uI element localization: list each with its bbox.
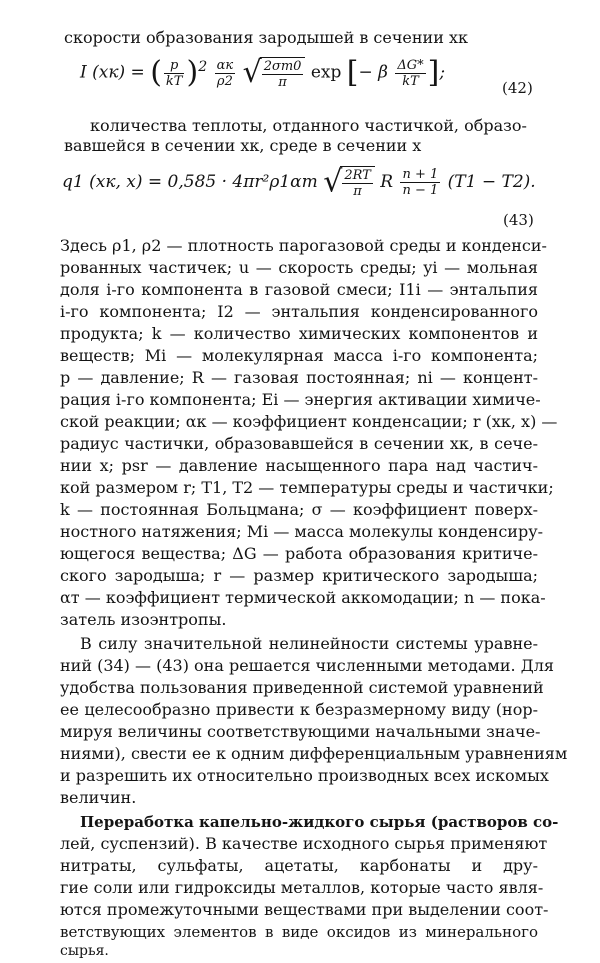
mid-line-1: количества теплоты, отданного частичкой, образо- <box>90 116 527 135</box>
paragraph-line: ний (34) — (43) она решается численными методами. Для <box>60 656 554 675</box>
paragraph-line: αт — коэффициент термической аккомодации; n — пока- <box>60 588 546 607</box>
paragraph-line: ющегося вещества; ΔG — работа образования критиче- <box>60 544 538 563</box>
paragraph-line: сырья. <box>60 943 109 959</box>
equation-43 <box>62 166 536 199</box>
eq43-tail: (T1 − T2). <box>447 172 536 192</box>
paragraph-line: радиус частички, образовавшейся в сечении xк, в сече- <box>60 434 538 453</box>
sqrt-symbol-icon: √ <box>242 55 262 91</box>
equation-42-number: (42) <box>502 79 533 97</box>
eq43-sqrt: $\frac{2RT}{\pi}$ <box>340 166 375 199</box>
eq42-beta: − β <box>358 62 388 83</box>
sqrt-symbol-icon: √ <box>323 164 343 200</box>
eq42-sqrt: $\frac{2\sigma m0}{\pi}$ <box>260 57 306 90</box>
paragraph-line: нитраты, сульфаты, ацетаты, карбонаты и дру- <box>60 856 538 875</box>
paragraph-line: доля i-го компонента в газовой смеси; I1i — энтальпия <box>60 280 538 299</box>
intro-line: скорости образования зародышей в сечении xк <box>64 28 468 47</box>
paragraph-line: нии x; psr — давление насыщенного пара над частич- <box>60 456 538 475</box>
mid-line-2: вавшейся в сечении xк, среде в сечении x <box>64 136 422 155</box>
paragraph-line: удобства пользования приведенной системой уравнений <box>60 678 544 697</box>
paragraph-line: затель изоэнтропы. <box>60 610 227 629</box>
paragraph-line: В силу значительной нелинейности системы уравне- <box>80 634 538 653</box>
paragraph-line: рованных частичек; u — скорость среды; yi — мольная <box>60 258 538 277</box>
paragraph-line: мируя величины соответствующими начальными значе- <box>60 722 541 741</box>
equation-42: I (xк) = ( $\frac{p}{kT}$ )$^2$ $\frac{\alpha к}{\rho 2}$ √ $\frac{2\sigma m0}{\pi}$ exp [− β $\frac{\Delta G*}{kT}$ ]; <box>80 55 446 91</box>
paragraph-line: ниями), свести ее к одним дифференциальным уравнениям <box>60 744 568 763</box>
paragraph-line: и разрешить их относительно производных всех искомых <box>60 766 549 785</box>
paragraph-line: величин. <box>60 788 137 807</box>
eq43-r: R <box>380 172 394 192</box>
paragraph-line: ются промежуточными веществами при выделении соот- <box>60 900 549 919</box>
paragraph-line: рация i-го компонента; Ei — энергия активации химиче- <box>60 390 541 409</box>
paragraph-line: k — постоянная Больцмана; σ — коэффициент поверх- <box>60 500 538 519</box>
eq42-fraction-1: $\frac{p}{kT}$ <box>165 57 183 89</box>
paragraph-line: лей, суспензий). В качестве исходного сырья применяют <box>60 834 548 853</box>
paragraph-line: ее целесообразно привести к безразмерному виду (нор- <box>60 700 538 719</box>
equation-43-number: (43) <box>503 211 534 229</box>
eq43-lhs: q1 (xк, x) = 0,585 · 4πr²ρ1αт <box>62 172 318 192</box>
paragraph-line: гие соли или гидроксиды металлов, которые часто явля- <box>60 878 544 897</box>
paragraph-line: веществ; Mi — молекулярная масса i-го компонента; <box>60 346 538 365</box>
paragraph-line: i-го компонента; I2 — энтальпия конденсированного <box>60 302 538 321</box>
eq43-fraction-2: $\frac{n + 1}{n - 1}$ <box>402 167 439 198</box>
paragraph-line: кой размером r; T1, T2 — температуры среды и частички; <box>60 478 554 497</box>
paragraph-line: ского зародыша; r — размер критического зародыша; <box>60 566 538 585</box>
paragraph-line: продукта; k — количество химических компонентов и <box>60 324 538 343</box>
paragraph-line: Здесь ρ1, ρ2 — плотность парогазовой среды и конденси- <box>60 236 547 255</box>
section-heading: Переработка капельно-жидкого сырья (растворов со- <box>80 813 559 831</box>
eq42-fraction-4: $\frac{\Delta G*}{kT}$ <box>397 57 424 89</box>
eq42-lhs: I (xк) = <box>80 62 151 83</box>
paragraph-line: p — давление; R — газовая постоянная; ni — концент- <box>60 368 538 387</box>
paragraph-line: ностного натяжения; Mi — масса молекулы конденсиру- <box>60 522 544 541</box>
eq42-fraction-2: $\frac{\alpha к}{\rho 2}$ <box>216 57 234 89</box>
paragraph-line: ветствующих элементов в виде оксидов из минерального <box>60 923 538 941</box>
paragraph-line: ской реакции; αк — коэффициент конденсации; r (xк, x) — <box>60 412 558 431</box>
eq42-tail: ; <box>439 62 446 83</box>
eq42-exp: exp <box>310 62 342 83</box>
